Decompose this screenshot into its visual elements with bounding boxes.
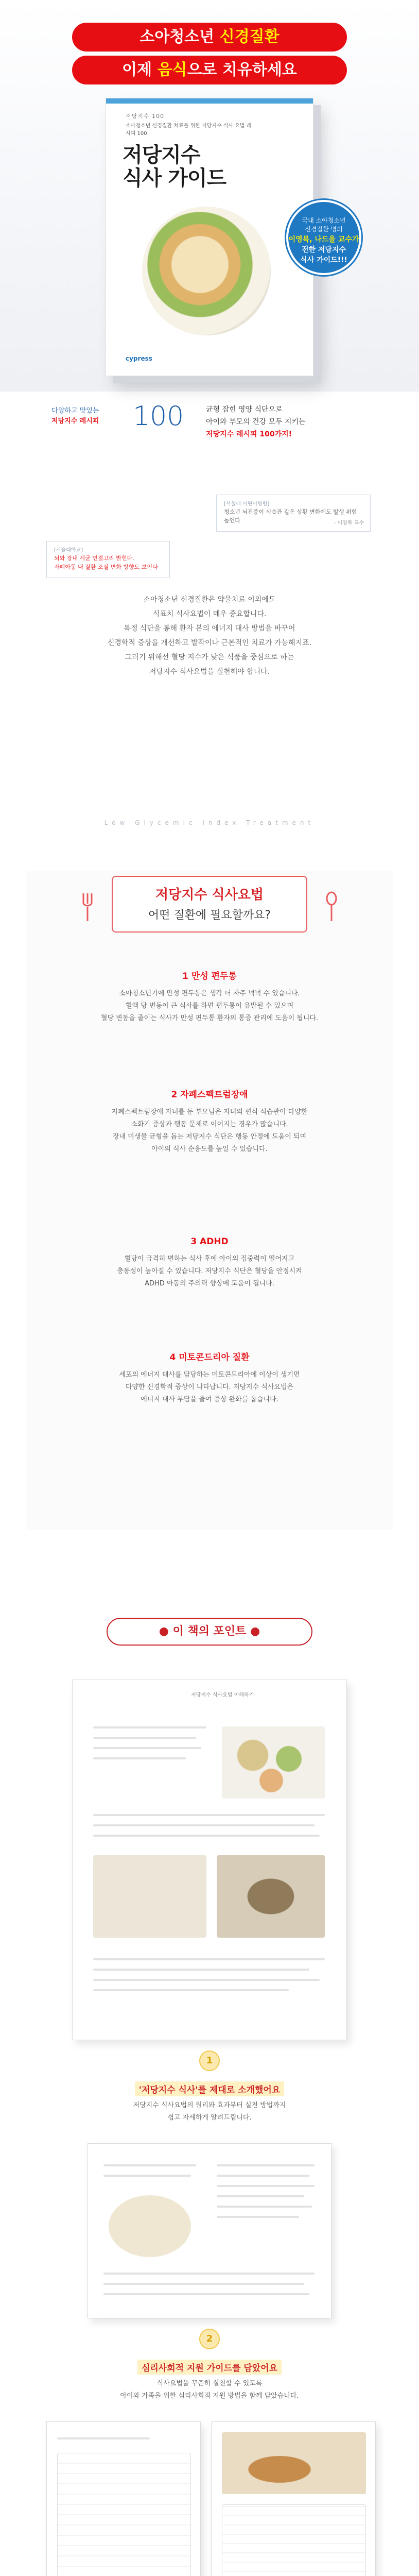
condition-line: 혈당이 급격히 변하는 식사 후에 아이의 집중력이 떨어지고 [124, 1255, 295, 1263]
condition-body [46, 1253, 373, 1290]
summary-left-line: 저당지수 레시피 [51, 417, 99, 425]
quote-source: [서울대 어린이병원] [224, 501, 270, 507]
badge-line: 이영목, 나드올 교수가 [288, 235, 359, 244]
heading-bullet: ● [159, 1625, 173, 1638]
point-desc-line: 식사요법을 꾸준히 실천할 수 있도록 [156, 2380, 263, 2387]
page-header: 저당지수 식사요법 이해하기 [191, 1692, 254, 1698]
intro-line: 특정 식단을 통해 환자 본의 에너지 대사 방법을 바꾸어 [124, 624, 295, 633]
banner-text: 으로 치유하세요 [187, 61, 297, 79]
hero-summary [0, 397, 419, 459]
book-subtitle: 소아청소년 신경질환 치료를 위한 저당지수 식사 요법 레시피 100 [126, 123, 252, 137]
food-image [217, 1855, 325, 1938]
point-desc-line: 아이와 가족을 위한 심리사회적 지원 방법을 함께 담았습니다. [120, 2392, 299, 2400]
author-badge [286, 200, 361, 275]
point-desc [0, 2099, 419, 2124]
point-desc-line: 쉽고 자세하게 알려드립니다. [167, 2114, 252, 2122]
text-line [93, 1989, 289, 1991]
condition-item [46, 1350, 373, 1406]
book-cover [106, 98, 313, 376]
text-line [103, 2283, 304, 2285]
condition-heading: 4 미토콘드리아 질환 [169, 1352, 250, 1363]
news-quote-1 [216, 495, 371, 532]
points-heading-text: 이 책의 포인트 [172, 1625, 247, 1638]
diagram-image [222, 1726, 325, 1799]
text-line [217, 2175, 309, 2177]
book-title-line2: 식사 가이드 [123, 166, 226, 190]
text-line [93, 1737, 196, 1739]
spoon-icon [321, 891, 342, 922]
condition-heading: 3 ADHD [190, 1236, 229, 1247]
index-table [222, 2504, 366, 2576]
condition-line: 에너지 대사 부담을 줄여 증상 완화를 돕습니다. [141, 1396, 278, 1404]
condition-item [46, 969, 373, 1025]
point-title-text: 심리사회적 지원 가이드를 담았어요 [137, 2360, 282, 2375]
why-title-line2: 어떤 질환에 필요할까요? [148, 909, 271, 922]
book-page-3a [46, 2421, 201, 2576]
banner-text: 소아청소년 [139, 28, 220, 46]
recipe-count: 100 [133, 401, 184, 432]
text-line [93, 1835, 320, 1837]
text-line [103, 2273, 315, 2275]
condition-line: 소아청소년기에 만성 편두통은 생각 더 자주 넉넉 수 있습니다. [119, 990, 300, 997]
condition-item [46, 1236, 373, 1290]
text-line [93, 1726, 206, 1728]
nutrition-table [57, 2453, 191, 2576]
text-line [93, 1979, 320, 1981]
text-line [93, 1757, 186, 1759]
intro-line: 소아청소년 신경질환은 약물치료 이외에도 [143, 596, 276, 604]
text-line [217, 2195, 304, 2197]
text-line [93, 1824, 315, 1826]
food-image [222, 2432, 366, 2494]
condition-line: 소화기 증상과 행동 문제로 이어지는 경우가 많습니다. [131, 1121, 288, 1129]
text-line [93, 1969, 309, 1971]
badge-line: 식사 가이드!!! [300, 256, 347, 265]
condition-body [46, 988, 373, 1025]
quote-author: - 이영목 교수 [334, 520, 364, 526]
condition-line: 세포의 에너지 대사를 담당하는 미토콘드리아에 이상이 생기면 [119, 1371, 300, 1379]
text-line [217, 2164, 315, 2166]
summary-right-line: 균형 잡힌 영양 식단으로 [206, 405, 283, 414]
text-line [103, 2293, 309, 2295]
quote-text: 청소년 뇌전증이 식습관 같은 상황 변화에도 발생 위험 높인다 [224, 509, 357, 524]
text-line [217, 2216, 299, 2218]
point-title [0, 2081, 419, 2096]
point-number: 1 [199, 2050, 220, 2071]
point-desc [0, 2378, 419, 2402]
quote-text: 뇌와 장내 세균 연결고리 밝힌다. [54, 555, 134, 562]
condition-line: 충동성이 높아질 수 있습니다. 저당지수 식단은 혈당을 안정시켜 [117, 1267, 302, 1276]
condition-line: 아이의 식사 순응도를 높일 수 있습니다. [151, 1145, 268, 1154]
points-heading [107, 1618, 312, 1646]
condition-line: 혈액 당 변동이 큰 식사를 하면 편두통이 유발될 수 있으며 [125, 1002, 294, 1010]
badge-line: 전한 저당지수 [301, 246, 346, 255]
text-line [103, 2175, 191, 2177]
condition-body [46, 1106, 373, 1156]
quote-source: [서울대학교] [54, 548, 83, 553]
condition-line: 자폐스펙트럼장애 자녀를 둔 부모님은 자녀의 편식 식습관이 다양한 [111, 1108, 308, 1116]
point-number: 2 [199, 2329, 220, 2349]
book-title [123, 144, 226, 190]
book-series: 저당지수 100 [126, 113, 164, 120]
summary-right [206, 404, 306, 440]
intro-line: 신경학적 증상을 개선하고 발작이나 근본적인 치료가 가능해지죠. [107, 639, 312, 647]
tagline: Low Glycemic Index Treatment [104, 819, 315, 826]
intro-line: 식표치 식사요법이 매우 중요합니다. [152, 610, 267, 618]
chart-image [93, 1855, 206, 1938]
banner-text: 이제 [122, 61, 158, 79]
heading-bullet: ● [246, 1625, 260, 1638]
text-line [217, 2206, 312, 2208]
banner-highlight: 신경질환 [219, 28, 280, 46]
text-line [103, 2164, 196, 2166]
summary-right-line: 아이와 부모의 건강 모두 지키는 [206, 417, 306, 426]
why-title [112, 876, 307, 933]
food-plate-image [142, 207, 271, 335]
news-quote-2 [46, 541, 170, 578]
book-page-1 [72, 1680, 347, 2040]
point-title [0, 2360, 419, 2375]
condition-line: 혈당 변동을 줄이는 식사가 만성 편두통 환자의 통증 관리에 도움이 됩니다. [100, 1014, 319, 1023]
book-title-line1: 저당지수 [123, 143, 200, 167]
hero-banner-1 [72, 23, 347, 52]
publisher-logo: cypress [126, 355, 152, 362]
text-line [57, 2437, 150, 2439]
book-page-3b [211, 2421, 376, 2576]
condition-body [46, 1369, 373, 1406]
point-title-text: '저당지수 식사'를 제대로 소개했어요 [135, 2081, 285, 2096]
intro-line: 그러기 위해선 혈당 지수가 낮은 식품을 중심으로 하는 [125, 653, 294, 662]
intro-line: 저당지수 식사요법을 실천해야 합니다. [149, 668, 270, 676]
quote-text: 자폐아동 내 질환 조절 변화 방향도 보인다 [54, 563, 158, 570]
condition-line: ADHD 아동의 주의력 향상에 도움이 됩니다. [145, 1280, 274, 1288]
hero-banner-2 [72, 56, 347, 84]
summary-right-emph: 저당지수 레시피 100가지! [206, 430, 292, 438]
condition-heading: 2 자폐스펙트럼장애 [171, 1090, 248, 1100]
condition-heading: 1 만성 편두통 [182, 971, 237, 981]
intro-paragraph [0, 592, 419, 679]
text-line [93, 1958, 325, 1960]
badge-line: 국내 소아청소년 [302, 217, 346, 224]
why-title-line1: 저당지수 식사요법 [155, 887, 264, 903]
condition-item [46, 1087, 373, 1156]
cover-strip [106, 98, 313, 104]
fork-icon [77, 891, 98, 922]
text-line [93, 1814, 325, 1816]
banner-highlight: 음식 [157, 61, 187, 79]
text-line [93, 1747, 201, 1749]
badge-line: 신경질환 명의 [305, 226, 343, 233]
text-line [217, 2185, 315, 2187]
condition-line: 다양한 신경학적 증상이 나타납니다. 저당지수 식사요법은 [125, 1383, 294, 1392]
summary-left [51, 406, 99, 426]
summary-left-line: 다양하고 맛있는 [51, 407, 99, 415]
condition-line: 장내 미생물 균형을 돕는 저당지수 식단은 행동 안정에 도움이 되며 [112, 1133, 307, 1141]
point-desc-line: 저당지수 식사요법의 원리와 효과부터 실천 방법까지 [133, 2102, 286, 2109]
cloud-diagram [109, 2195, 191, 2257]
book-page-2 [88, 2143, 331, 2318]
